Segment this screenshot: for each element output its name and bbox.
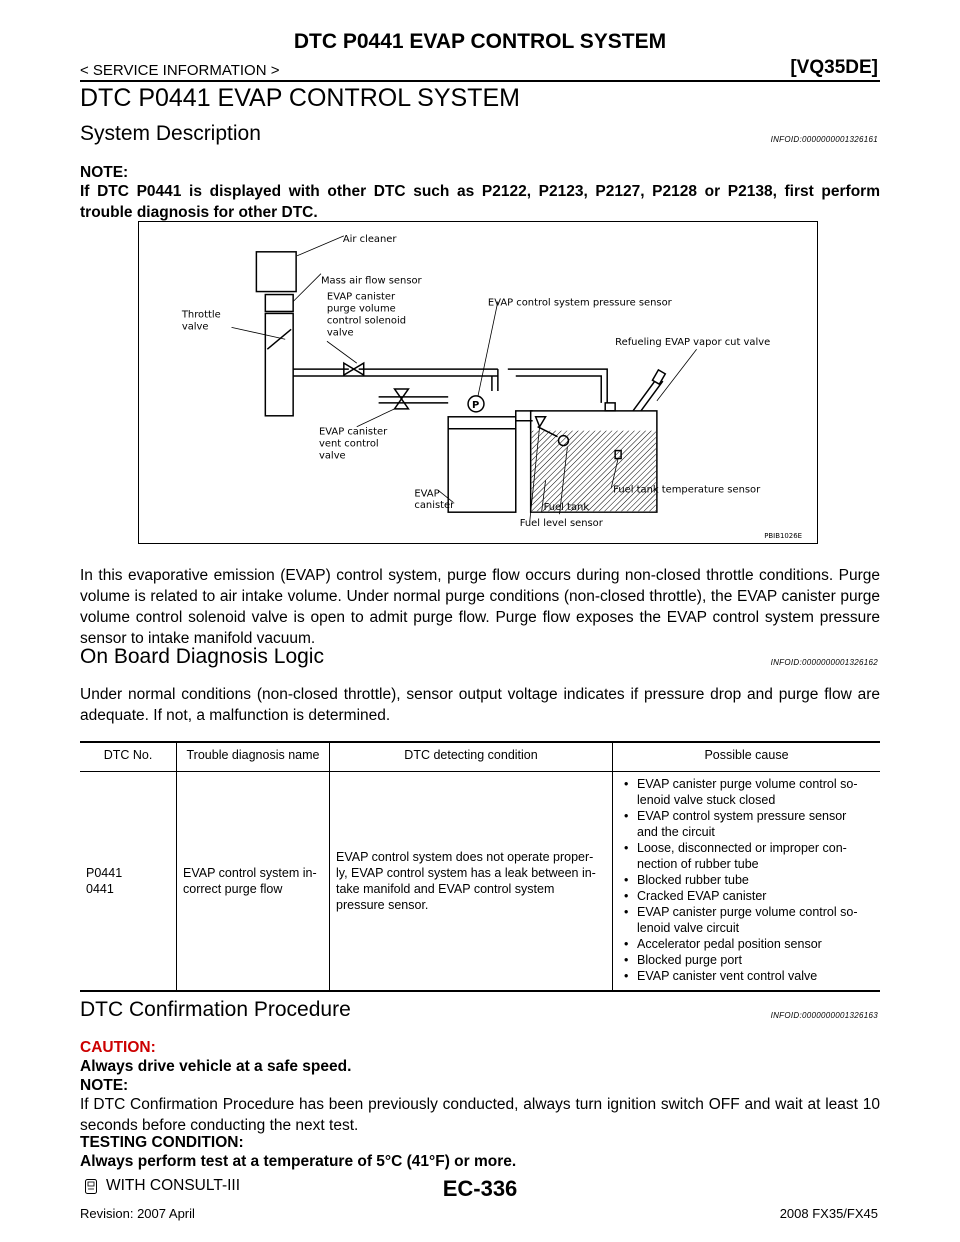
canister-box	[448, 417, 516, 512]
evap-system-diagram	[138, 221, 818, 544]
running-header-title: DTC P0441 EVAP CONTROL SYSTEM	[293, 30, 667, 53]
col-detecting-condition: DTC detecting condition	[330, 742, 613, 772]
system-description-heading: System Description	[80, 122, 261, 145]
label-throttle-1: Throttle	[181, 309, 221, 321]
figure-code: PBIB1026E	[764, 532, 803, 541]
diag-name-line-2: correct purge flow	[183, 882, 283, 896]
system-description-infoid: INFOID:0000000001326161	[770, 135, 878, 144]
list-item: • EVAP control system pressure sensor and the circuit	[619, 808, 874, 840]
label-purge-2: purge volume	[326, 303, 396, 315]
col-diag-name: Trouble diagnosis name	[177, 742, 330, 772]
throttle-plate	[267, 329, 291, 349]
note-text: If DTC P0441 is displayed with other DTC such as P2122, P2123, P2127, P2128 or P2138, first perform trouble diagnosis for other DTC.	[80, 183, 880, 221]
intake-pipe	[265, 313, 293, 415]
dtc-no-line-2: 0441	[86, 882, 114, 896]
list-item: • Loose, disconnected or improper con- nection of rubber tube	[619, 840, 874, 872]
condition-line: EVAP control system does not operate proper-	[336, 850, 594, 864]
engine-code: [VQ35DE]	[790, 57, 878, 78]
model-text: 2008 FX35/FX45	[779, 1206, 878, 1221]
label-canister-2: canister	[414, 500, 455, 512]
label-fuel-tank: Fuel tank	[543, 502, 590, 514]
system-description-paragraph: In this evaporative emission (EVAP) control system, purge flow occurs during non-closed throttle conditions. Purge volume is related to air intake volume. Under normal purge conditions (non-closed throttle), the EVAP canister purge volume control solenoid valve is open to admit purge flow. Purge flow exposes the EVAP control system pressure sensor to intake manifold vacuum.	[80, 567, 880, 647]
cell-detecting-condition	[330, 772, 613, 992]
page-number: EC-336	[442, 1176, 518, 1201]
label-vent-2: vent control	[318, 438, 379, 450]
filler-neck	[633, 381, 663, 411]
list-item: • EVAP canister vent control valve	[619, 968, 874, 984]
cell-possible-cause	[613, 772, 881, 992]
caution-text: Always drive vehicle at a safe speed.	[80, 1058, 352, 1075]
fuel-level-hatch	[532, 431, 656, 514]
maf-box	[265, 295, 293, 312]
dtc-table-header-row	[80, 742, 880, 772]
obd-logic-paragraph: Under normal conditions (non-closed throttle), sensor output voltage indicates if pressure drop and purge flow are adequate. If not, a malfunction is determined.	[80, 686, 880, 724]
col-possible-cause: Possible cause	[613, 742, 881, 772]
note-label-2: NOTE:	[80, 1077, 129, 1094]
confirmation-infoid: INFOID:0000000001326163	[770, 1011, 878, 1020]
label-refuel-valve: Refueling EVAP vapor cut valve	[615, 337, 771, 349]
label-maf: Mass air flow sensor	[320, 275, 422, 287]
confirmation-heading: DTC Confirmation Procedure	[80, 998, 351, 1021]
obd-logic-heading: On Board Diagnosis Logic	[80, 645, 324, 668]
condition-line: ly, EVAP control system has a leak between in-	[336, 866, 596, 880]
condition-line: pressure sensor.	[336, 898, 429, 912]
list-item: • Accelerator pedal position sensor	[619, 936, 874, 952]
label-purge-4: valve	[326, 327, 354, 339]
cell-dtc-no	[80, 772, 177, 992]
list-item: • EVAP canister purge volume control so- lenoid valve stuck closed	[619, 776, 874, 808]
testing-condition-text: Always perform test at a temperature of 5°C (41°F) or more.	[80, 1153, 517, 1170]
list-item: • Cracked EVAP canister	[619, 888, 874, 904]
dtc-no-line-1: P0441	[86, 866, 123, 880]
label-vent-1: EVAP canister	[318, 426, 388, 438]
list-item: • Blocked rubber tube	[619, 872, 874, 888]
label-canister-1: EVAP	[414, 488, 440, 500]
caution-label: CAUTION:	[80, 1039, 156, 1056]
header-rule	[80, 80, 880, 82]
revision-text: Revision: 2007 April	[80, 1206, 195, 1221]
cell-diag-name	[177, 772, 330, 992]
condition-line: take manifold and EVAP control system	[336, 882, 555, 896]
dtc-table	[80, 741, 880, 992]
table-row	[80, 772, 880, 992]
list-item: • Blocked purge port	[619, 952, 874, 968]
air-cleaner-box	[256, 252, 296, 292]
label-throttle-2: valve	[181, 321, 209, 333]
label-temp-sensor: Fuel tank temperature sensor	[613, 484, 761, 496]
testing-condition-label: TESTING CONDITION:	[80, 1134, 244, 1151]
list-item: • EVAP canister purge volume control so- lenoid valve circuit	[619, 904, 874, 936]
diagram-svg	[139, 222, 817, 543]
note-text-2: If DTC Confirmation Procedure has been previously conducted, always turn ignition switch OFF and wait at least 10 seconds before conducting the next test.	[80, 1096, 880, 1134]
note-label: NOTE:	[80, 164, 129, 181]
label-level-sensor: Fuel level sensor	[519, 518, 603, 530]
vent-valve-symbol	[395, 389, 409, 409]
label-pressure-sensor: EVAP control system pressure sensor	[487, 297, 672, 309]
col-dtc-no: DTC No.	[80, 742, 177, 772]
consult-label: WITH CONSULT-III	[106, 1177, 241, 1194]
section-breadcrumb: < SERVICE INFORMATION >	[80, 62, 280, 79]
label-purge-1: EVAP canister	[326, 291, 396, 303]
label-p-mark: P	[472, 399, 480, 411]
label-vent-3: valve	[318, 450, 346, 462]
possible-cause-list	[619, 776, 874, 984]
label-purge-3: control solenoid	[326, 315, 407, 327]
obd-logic-infoid: INFOID:0000000001326162	[770, 658, 878, 667]
diag-name-line-1: EVAP control system in-	[183, 866, 317, 880]
label-air-cleaner: Air cleaner	[342, 233, 397, 245]
page-title: DTC P0441 EVAP CONTROL SYSTEM	[80, 84, 520, 112]
